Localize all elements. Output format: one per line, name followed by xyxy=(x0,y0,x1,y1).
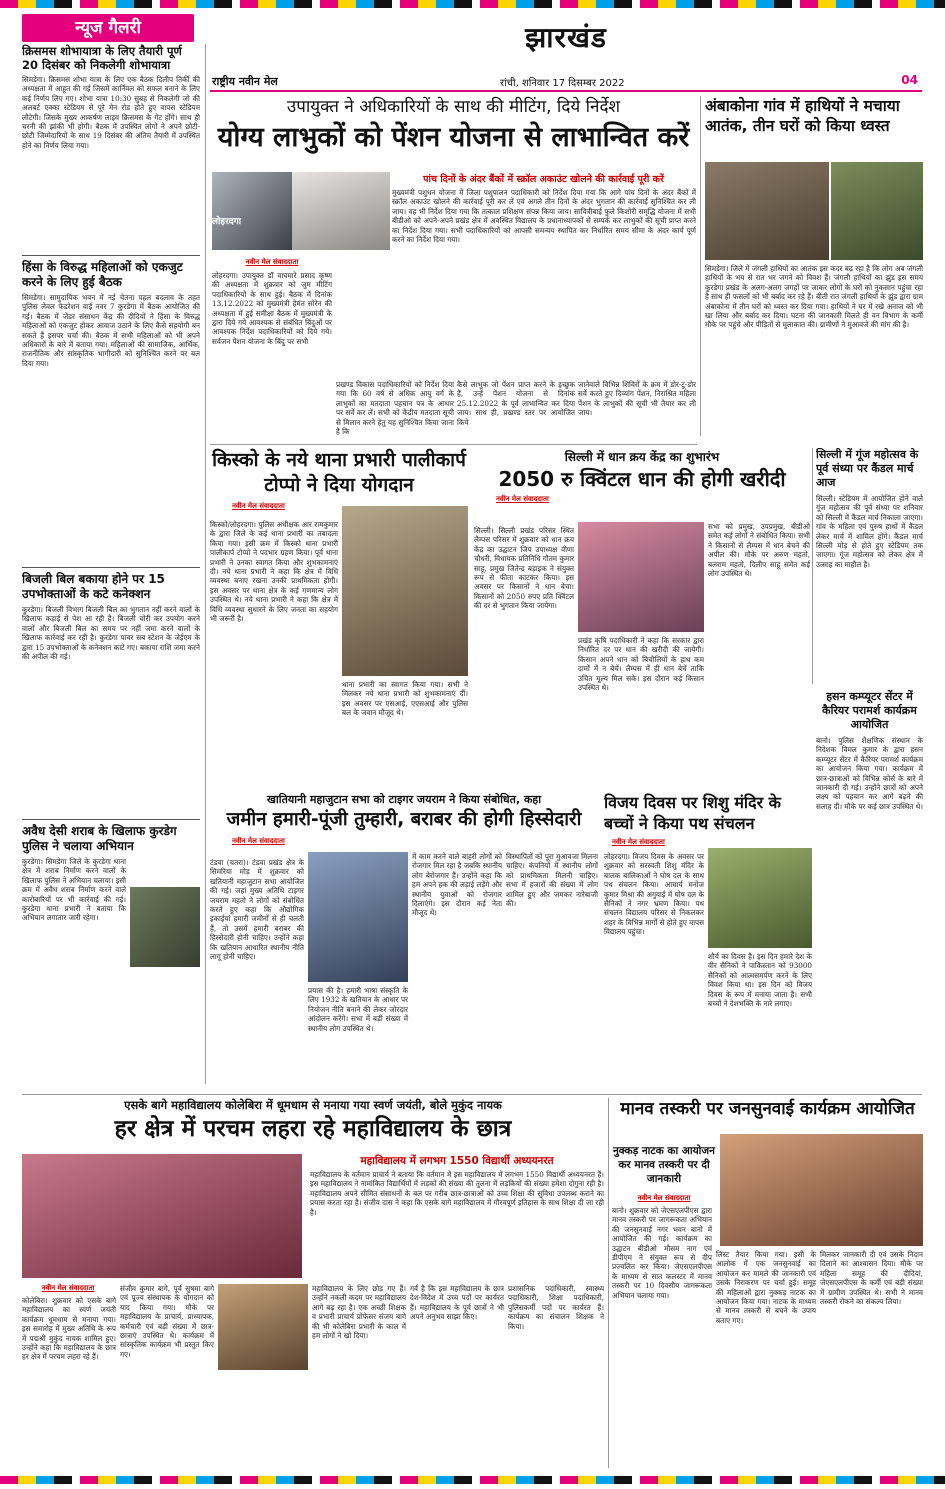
vijay-col2: शौर्य का दिवस है। इस दिन हमारे देश के वीर सैनिकों ने पाकिस्तान को 93000 सैनिकों को आत्मसमर्पण करने के लिए विवश किया था। इस दिन को विजय दिवस के रूप में मनाया जाता है। सभी बच्चों ने देशभक्ति के नारे लगाए। xyxy=(708,952,812,1009)
lead-col-main: मुख्यमंत्री पशुधन योजना में जिला पशुपालन पदाधिकारी को निर्देश दिया गया कि आगे पांच दिनों के अंदर बैंकों में स्क्रॉल अकाउंट खोलने की कार्रवाई पूरी कर लें एवं अगले तीन दिनों के अंदर भुगतान की कार्रवाई सुनिश्चित कर ली जाय। वह भी निर्देश दिया गया कि तत्काल प्रशिक्षण संपन्न किया जाय। सावित्रीबाई फुले किशोरी समृद्धि योजना में सभी बीडीओ को अपने-अपने प्रखंड क्षेत्र में अवस्थित विद्यालय के प्रधानाध्यापकों से सम्पर्क कर लाभुकों की सूची प्राप्त करने का निर्देश दिया गया। सभी पदाधिकारियों को आपसी समन्वय स्थापित कर निर्धारित समय सीमा के अंदर कार्य पूर्ण करने का निर्देश दिया गया। xyxy=(392,188,696,245)
gallery-item-2 xyxy=(22,260,200,563)
paper-name: राष्ट्रीय नवीन मेल xyxy=(212,75,278,88)
gallery-item-3 xyxy=(22,572,200,815)
college-col2: संजीव कुमार बागे, पूर्व सुषमा बागे एवं पूज्य संस्थापक के योगदान को याद किया गया। मौके पर महाविद्यालय के प्राचार्य, प्राध्यापक, कर्मचारी एवं बड़ी संख्या में छात्र-छात्राएं उपस्थित थे। कार्यक्रम में सांस्कृतिक कार्यक्रम भी प्रस्तुत किए गए। xyxy=(120,1284,214,1359)
silli-body: सिल्ली। स्टेडियम में आयोजित होने वाले गूंज महोत्सव की पूर्व संध्या पर शनिवार को सिल्ली में कैंडल मार्च निकाला जाएगा। गांव के महिला एवं पुरुष हाथों में कैंडल लेकर मार्च में शामिल होंगे। कैंडल मार्च सिल्ली मोड़ से होते हुए स्टेडियम तक जाएगा। गूंज महोत्सव को लेकर क्षेत्र में उत्साह का माहौल है। xyxy=(816,494,923,569)
paddy-photo xyxy=(578,522,704,632)
hasan-headline: हसन कम्प्यूटर सेंटर में कैरियर परामर्श कार्यक्रम आयोजित xyxy=(822,690,917,731)
elephant-body: सिमडेगा। जिले में जंगली हाथियों का आतंक इस कदर बढ़ रहा है कि लोग अब जंगली हाथियों के भय से रात भर जगने को विवश हैं। जंगली हाथियों का झुंड इस समय कुरडेगा प्रखंड के अलग-अलग जगहों पर जाकर लोगों के घरों को नुकसान पहुंचा रहा है साथ ही फसलों को भी बर्बाद कर रहे हैं। बीती रात जंगली हाथियों के झुंड द्वारा ग्राम अंबाकोना में तीन घरों को ध्वस्त कर दिया गया। हाथियों ने घर में रखे अनाज को भी खा लिया और बर्बाद कर दिया। घटना की जानकारी मिलते ही वन विभाग के कर्मी मौके पर पहुंचे और पीड़ितों से मुलाकात की। ग्रामीणों ने मुआवजे की मांग की है। xyxy=(705,264,923,330)
thana-headline: किस्को के नये थाना प्रभारी पालीकार्प टोप्पो ने दिया योगदान xyxy=(212,449,466,496)
lead-photo-meeting xyxy=(292,172,390,250)
mahajan-byline: नवीन मेल संवाददाता xyxy=(232,837,285,845)
paddy-story xyxy=(474,448,810,788)
gallery-item-4 xyxy=(22,824,200,1007)
mahajan-headline: जमीन हमारी-पूंजी तुम्हारी, बराबर की होगी हिस्सेदारी xyxy=(226,809,582,830)
paddy-col3: सभा को प्रमुख, उपप्रमुख, बीडीओ समेत कई लोगों ने संबोधित किया। सभी ने किसानों से लैम्पस में धान बेचने की अपील की। मौके पर अरुण महतो, बलराम महतो, दिलीप साहू समेत कई लोग उपस्थित थे। xyxy=(708,522,810,579)
elephant-headline: अंबाकोना गांव में हाथियों ने मचाया आतंक, तीन घरों को किया ध्वस्त xyxy=(705,97,900,135)
hasan-story xyxy=(816,690,923,1092)
vijay-headline: विजय दिवस पर शिशु मंदिर के बच्चों ने किया पथ संचलन xyxy=(604,793,781,833)
college-headline: हर क्षेत्र में परचम लहरा रहे महाविद्यालय के छात्र xyxy=(114,1116,512,1142)
gallery-body-1: सिमडेगा। क्रिसमस शोभा यात्रा के लिए एक बैठक दिलीप तिर्की की अध्यक्षता में आहूत की गई जिसमें कार्निवल को सफल बनाने के लिए कई निर्णय लिए गए। शोभा यात्रा 10:30 सुबह से निकलेगी जो की अलबर्ट एक्का स्टेडियम से पूरे मेन रोड होते हुए वापस स्टेडियम लौटेगी। जिसके मुख्य आकर्षण लाइव क्रिसमस के गेट होंगे। साथ ही चरनी की झांकी भी होगी। बैठक में उपस्थित लोगों ने अपने छोटी-छोटी जिम्मेदारियों के साथ 19 दिसंबर की अंतिम तैयारी में उपस्थित होने का निर्णय लिया गया। xyxy=(22,75,200,150)
lead-photo-officer xyxy=(212,172,292,250)
college-byline: नवीन मेल संवाददाता xyxy=(41,1284,95,1292)
masthead-title: झारखंड xyxy=(525,21,607,54)
thana-byline: नवीन मेल संवाददाता xyxy=(232,502,285,510)
bottom-color-stripe xyxy=(0,1476,945,1484)
paddy-byline: नवीन मेल संवाददाता xyxy=(496,495,549,503)
paddy-col1: सिल्ली। सिल्ली प्रखंड परिसर स्थित लैम्पस परिसर में शुक्रवार को धान क्रय केंद्र का उद्घाटन जिप उपाध्यक्ष वीणा चौधरी, विधायक प्रतिनिधि गौतम कुमार साहू, प्रमुख जितेन्द्र बड़ाइक ने संयुक्त रूप से फीता काटकर किया। इस अवसर पर किसानों ने धान बेचा। किसानों को 2050 रुपए प्रति क्विंटल की दर से भुगतान किया जायेगा। xyxy=(474,526,575,611)
college-story xyxy=(22,1098,604,1468)
gallery-headline-4: अवैध देसी शराब के खिलाफ कुरडेग पुलिस ने चलाया अभियान xyxy=(22,824,177,853)
manav-photo xyxy=(720,1134,923,1246)
college-photo-guests xyxy=(218,1284,308,1370)
elephant-story xyxy=(705,96,923,436)
manav-col3: मिलकर जानकारी दी एवं उसके निदान दिलाने का आश्वासन दिया। मौके पर महिला समूह की दीदियां, जेएसएलपीएस के कर्मी एवं बड़ी संख्या में ग्रामीण उपस्थित थे। सभी ने मानव तस्करी रोकने का संकल्प लिया। xyxy=(820,1250,923,1307)
college-col5: प्रशासनिक पदाधिकारी, स्वास्थ्य पदाधिकारी, शिक्षा पदाधिकारी, पुलिसकर्मी पदों पर कार्यरत हैं। कार्यक्रम का संचालन शिक्षक ने किया। xyxy=(508,1284,604,1331)
lead-col3: प्रखण्ड विकास पदाधिकारियों को निर्देश दिया गया कि 60 वर्ष से अधिक आयु वर्ग के लाभुकों का मतदाता पहचान पत्र के आधार पर सर्वे कर लें। सभी को केंद्रीय मतदाता सूची से मिलान करने हेतु यह सुनिश्चित किया जाना है कि xyxy=(336,380,454,437)
mahajan-col4: विस्थापितों को पूरा मुआवजा मिलना चाहिए। कंपनियों में स्थानीय लोगों को प्राथमिकता मिलनी चाहिए। सभा में हजारों की संख्या में लोग शामिल हुए और जमकर नारेबाजी की। xyxy=(506,852,598,909)
college-col3: महाविद्यालय के लिए छोड़ गए हैं। उन्होंने नकली कदम पर महाविद्यालय आगे बढ़ रहा है। एक अच्छी शिक्षक व प्रभारी प्राचार्य प्रोफेसर संजय बागे की भी कोलेबिरा प्रभारी के काल में हम लोगों ने खो दिया। xyxy=(312,1284,406,1341)
news-gallery-label xyxy=(22,14,194,42)
paddy-kicker: सिल्ली में धान क्रय केंद्र का शुभारंभ xyxy=(564,450,720,464)
manav-headline: मानव तस्करी पर जनसुनवाई कार्यक्रम आयोजित xyxy=(620,1099,915,1119)
lead-col1 xyxy=(212,254,332,440)
lead-kicker: उपायुक्त ने अधिकारियों के साथ की मीटिंग, दिये निर्देश xyxy=(286,97,621,117)
paddy-col2: प्रखंड कृषि पदाधिकारी ने कहा कि सरकार द्वारा निर्धारित दर पर धान की खरीदी की जायेगी। किसान अपने धान को बिचौलियों के हाथ कम दामों में न बेचें। लैम्पस में ही धान बेचें ताकि उचित मूल्य मिल सके। इस दौरान कई किसान उपस्थित थे। xyxy=(578,636,704,693)
gallery-body-4: कुरडेगा। सिमडेगा जिले के कुरडेगा थाना क्षेत्र में शराब निर्माण करने वालों के खिलाफ पुलिस ने अभियान चलाया। इसी क्रम में अवैध शराब निर्माण करने वाले कारोबारियों पर भी कार्रवाई की गई। कुरडेगा थाना प्रभारी ने बताया कि अभियान लगातार जारी रहेगा। xyxy=(22,857,126,923)
vijay-byline: नवीन मेल संवाददाता xyxy=(612,838,665,846)
mahajan-story xyxy=(210,792,598,1092)
gallery-headline-3: बिजली बिल बकाया होने पर 15 उपभोक्ताओं के कटे कनेक्शन xyxy=(22,572,165,601)
top-color-stripe xyxy=(0,0,945,8)
gallery-photo-4 xyxy=(130,887,200,967)
thana-col2: थाना प्रभारी का स्वागत किया गया। सभी ने मिलकर नये थाना प्रभारी को शुभकामनाएं दीं। इस अवसर पर एसआई, एएसआई और पुलिस बल के जवान मौजूद थे। xyxy=(342,680,468,718)
manav-story xyxy=(612,1098,923,1468)
dateline: रांची, शनिवार 17 दिसम्बर 2022 xyxy=(500,78,625,89)
gallery-item-1 xyxy=(22,44,200,251)
thana-col1: किस्को/लोहरदगा। पुलिस अधीक्षक आर रामकुमार के द्वारा जिले के कई थाना प्रभारी का तबादला किया गया। इसी क्रम में किस्को थाना प्रभारी पालीकार्प टोप्पो ने पदभार ग्रहण किया। पूर्व थाना प्रभारी ने उनका स्वागत किया और शुभकामनाएं दी। नये थाना प्रभारी ने कहा कि क्षेत्र में विधि व्यवस्था बनाए रखना उनकी प्राथमिकता होगी। इस अवसर पर थाना क्षेत्र के कई गणमान्य लोग उपस्थित थे। नये थाना प्रभारी ने कहा कि क्षेत्र में विधि व्यवस्था सुधारने के लिए जनता का सहयोग भी जरूरी है। xyxy=(210,520,338,624)
lead-subhead-text: पांच दिनों के अंदर बैंकों में स्क्रॉल अकाउंट खोलने की कार्रवाई पूरी करें xyxy=(423,174,664,185)
mahajan-photo xyxy=(308,852,408,982)
college-subhead: महाविद्यालय में लगभग 1550 विद्यार्थी अध्ययनरत xyxy=(360,1155,554,1167)
news-gallery-title: न्यूज गैलरी xyxy=(75,18,141,38)
gallery-headline-1: क्रिसमस शोभायात्रा के लिए तैयारी पूर्ण 20 दिसंबर को निकलेगी शोभायात्रा xyxy=(22,44,182,72)
gallery-body-2: सिमडेगा। सामुदायिक भवन में नई चेतना पहल बदलाव के तहत पुलिस लेवल फेडरेशन वाई नवर 7 कुरडेगा में बैठक आयोजित की गई। बैठक में जेंडर संसाधन केंद्र की दीदियों ने हिंसा के विरुद्ध महिलाओं को एकजुट होकर आवाज उठाने के लिए कैसे सहयोगी बन सकते हैं इसपर चर्चा की। बैठक में सभी महिलाओं को भी अपने अधिकारों के बारे में बताया गया। महिलाओं की सामाजिक, आर्थिक, राजनीतिक और सांस्कृतिक भागीदारी को सुनिश्चित करने पर बल दिया गया। xyxy=(22,293,200,368)
mahajan-kicker: खातियानी महाजुटान सभा को टाइगर जयराम ने किया संबोधित, कहा xyxy=(266,793,542,806)
vijay-story xyxy=(604,792,812,1092)
masthead-bar xyxy=(210,72,922,92)
college-kicker: एसके बागे महाविद्यालय कोलेबिरा में धूमधाम से मनाया गया स्वर्ण जयंती, बोले मुकुंद नायक xyxy=(124,1098,502,1112)
college-col4: गर्व है कि इस महाविद्यालय के छात्र देश-विदेश में उच्च पदों पर कार्यरत हैं। महाविद्यालय के पूर्व छात्रों ने भी अपने अनुभव साझा किए। xyxy=(410,1284,504,1322)
silli-headline: सिल्ली में गूंज महोत्सव के पूर्व संध्या पर कैंडल मार्च आज xyxy=(816,448,919,489)
lead-col4: कैसे लाभुक जो पेंशन प्राप्त करने के इच्छुक हैं, उन्हें पेंशन योजना से दिनांक 25.12.2022 के पूर्व लाभान्वित कर दिया जाय। साथ ही, प्रखण्ड स्तर पर आयोजित किये xyxy=(457,380,575,427)
mahajan-col1: टंडवा (चतरा)। टंडवा प्रखंड क्षेत्र के सिमरिया मोड़ में शुक्रवार को खतियानी महाजुटान सभा आयोजित की गई। जहां मुख्य अतिथि टाइगर जयराम महतो ने लोगों को संबोधित करते हुए कहा कि औद्योगिक इकाईयां हमारी जमीनों से ही चलती हैं, तो उसमें हमारी बराबर की हिस्सेदारी होनी चाहिए। उन्होंने कहा कि खतियान आधारित स्थानीय नीति लागू होनी चाहिए। xyxy=(210,858,304,962)
college-photo-dancers xyxy=(22,1154,302,1278)
thana-photo xyxy=(342,506,468,676)
gallery-headline-2: हिंसा के विरुद्ध महिलाओं को एकजुट करने के लिए हुई बैठक xyxy=(22,260,183,289)
college-col1: कोलेबिरा। शुक्रवार को एसके बागे महाविद्यालय का स्वर्ण जयंती कार्यक्रम धूमधाम से मनाया गया। इस समारोह में मुख्य अतिथि के रूप में पद्मश्री मुकुंद नायक शामिल हुए। उन्होंने कहा कि महाविद्यालय के छात्र हर क्षेत्र में परचम लहरा रहे हैं। xyxy=(22,1296,116,1362)
manav-byline: नवीन मेल संवाददाता xyxy=(637,1194,691,1202)
lead-col1-text: लोहरदगा। उपायुक्त डॉ वाघमारे प्रसाद कृष्ण की अध्यक्षता में शुक्रवार को जुम मीटिंग पदाधिकारियों के साथ हुई। बैठक में दिनांक 13.12.2022 को मुख्यमंत्री हेमंत सोरेन की अध्यक्षता में हुई समीक्षा बैठक में मुख्यमंत्री के द्वारा दिये गये आवश्यक से संबंधित बिंदुओं पर आवश्यक निर्देश पदाधिकारियों को दिये गये। सर्वजन पेंशन योजना के बिंदु पर सभी xyxy=(212,271,332,346)
manav-caption: नुक्कड़ नाटक का आयोजन कर मानव तस्करी पर दी जानकारी xyxy=(612,1145,716,1185)
paddy-headline: 2050 रु क्विंटल धान की होगी खरीदी xyxy=(498,467,786,491)
lead-headline: योग्य लाभुकों को पेंशन योजना से लाभान्वित करें xyxy=(217,122,690,153)
page-masthead xyxy=(210,18,922,58)
vijay-col1: लोहरदगा। विजय दिवस के अवसर पर शुक्रवार को सरस्वती शिशु मंदिर के बालक बालिकाओं ने घोष दल के साथ पथ संचलन किया। आचार्य मनोज कुमार मिश्रा की अगुवाई में घोष दल के सैनिकों ने नगर भ्रमण किया। पथ संचलन विद्यालय परिसर से निकलकर शहर के विभिन्न मार्गों से होते हुए वापस विद्यालय पहुंचा। xyxy=(604,852,704,937)
page-number: 04 xyxy=(901,73,918,87)
mahajan-col3: में काम करने वाले बाहरी लोगों को रोजगार मिल रहा है जबकि स्थानीय लोग बेरोजगार हैं। उन्होंने कहा कि हम अपने हक की लड़ाई लड़ेंगे और स्थानीय युवाओं को रोजगार दिलाएंगे। इस दौरान कई नेता मौजूद थे। xyxy=(412,852,502,918)
mahajan-col2: प्रयास की है। हमारी भाषा संस्कृति के लिए 1932 के खतियान के आधार पर नियोजन नीति बनाने की लेकर जोरदार आंदोलन करेंगे। सभा में बड़ी संख्या में स्थानीय लोग उपस्थित थे। xyxy=(308,986,408,1033)
lead-col5: जानेवाले विभिन्न शिविरों के क्रम में डोर-टू-डोर सर्वे करते हुए दिव्यांग पेंशन, निराश्रित महिला पेंशन के लाभुकों की सूची भी तैयार कर ली जाय। xyxy=(578,380,696,418)
lead-subhead xyxy=(390,172,697,186)
hasan-body: बानो। पुलिस शैक्षणिक संस्थान के निदेशक विमल कुमार के द्वारा हसन कम्प्यूटर सेंटर में कैरियर परामर्श कार्यक्रम का आयोजन किया गया। कार्यक्रम में छात्र-छात्राओं को विभिन्न कोर्स के बारे में जानकारी दी गई। उन्होंने छात्रों को अपने लक्ष्य को पहचान कर आगे बढ़ने की सलाह दी। मौके पर कई छात्र उपस्थित थे। xyxy=(816,736,923,811)
thana-story xyxy=(210,448,468,788)
lead-photo-caption: लोहरदगा xyxy=(212,217,242,227)
news-gallery-column xyxy=(22,44,200,1084)
gallery-body-3: कुरडेगा। बिजली विभाग बिजली बिल का भुगतान नहीं करने वालों के खिलाफ कड़ाई से पेश आ रही है। बिजली चोरी कर उपयोग करने वालों और बिजली बिल का समय पर नहीं जमा करने वालों के खिलाफ कार्रवाई कर रही है। कुरडेगा पावर सब स्टेशन के जेईएम के द्वारा 15 उपभोक्ताओं के कनेक्शन काटे गए। बकाया राशि जमा करने की अपील की गई। xyxy=(22,605,200,662)
manav-col1: बानो। शुक्रवार को जेएसएलपीएस द्वारा मानव तस्करी पर जागरूकता अभियान की जनसुनवाई नगर भवन बानो में आयोजित की गई। कार्यक्रम का उद्घाटन बीडीओ मौसम नाग एवं डीपीएम ने संयुक्त रूप से दीप प्रज्वलित कर किया। जेएसएलपीएस के माध्यम से सात कलस्टर में मानव तस्करी पर 10 दिवसीय जागरूकता अभियान चलाया गया। xyxy=(612,1206,712,1300)
elephant-photo-house xyxy=(705,162,829,260)
elephant-photo-villager xyxy=(831,162,923,260)
vijay-photo xyxy=(708,848,812,948)
college-intro: महाविद्यालय के वर्तमान प्राचार्य ने बताया कि वर्तमान में इस महाविद्यालय में लगभग 1550 विद्यार्थी अध्ययनरत हैं। इस महाविद्यालय ने नामांकित विद्यार्थियों में लड़कों की संख्या की तुलना में लड़कियों की संख्या हमेशा दोगुना रही है। महाविद्यालय अपने सीमित संसाधनों के बल पर गरीब छात्र-छात्राओं को उच्च शिक्षा की सुविधा उपलब्ध कराने का प्रयास करता रहा है। संजीव दास ने कहा कि एसके बागे महाविद्यालय में गौरवपूर्ण इतिहास के साथ शिक्षा दी जा रही है। xyxy=(310,1170,604,1217)
manav-col2: लिस्ट तैयार किया गया। इसी के आलोक में एक जनसुनवाई का आयोजन कर मामले की जानकारी एवं उसके निराकरण पर चर्चा हुई। समूह की महिलाओं द्वारा नुक्कड़ नाटक का आयोजन किया गया। नाटक के माध्यम से मानव तस्करी से बचने के उपाय बताए गए। xyxy=(716,1250,816,1325)
lead-byline: नवीन मेल संवाददाता xyxy=(245,258,299,266)
silli-story xyxy=(816,448,923,684)
